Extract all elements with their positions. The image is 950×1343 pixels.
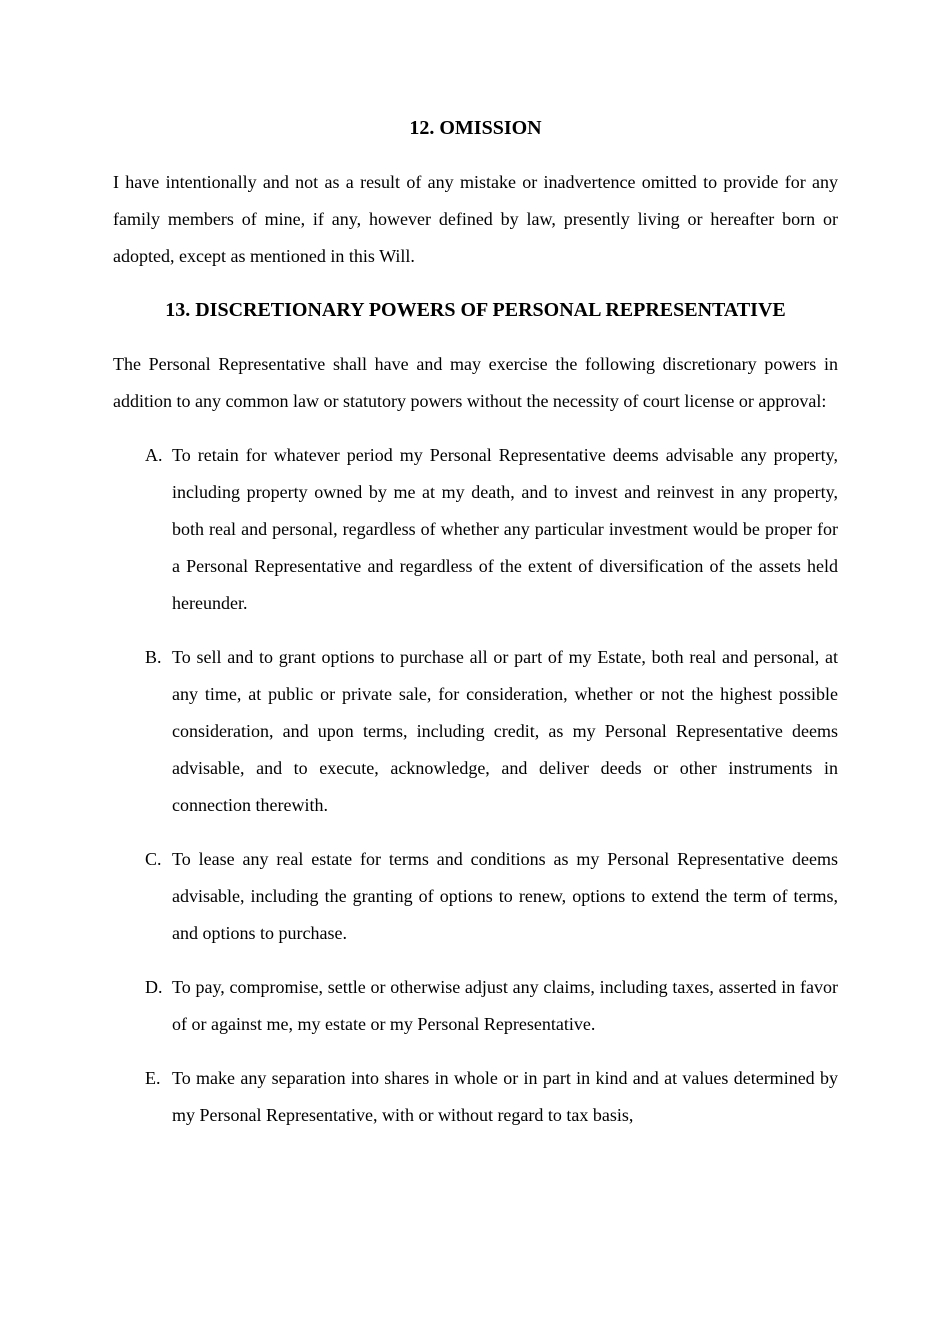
list-item-b-marker: B. <box>145 647 162 667</box>
section-discretionary-powers-heading: 13. DISCRETIONARY POWERS OF PERSONAL REPRESENTATIVE <box>165 299 786 321</box>
list-item-a-text: To retain for whatever period my Personal Representative deems advisable any property, including property owned by me at my death, and to invest and reinvest in any property, both real and personal, regardless of whether any particular investment would be proper for a Personal Representative and regardless of the extent of diversification of the assets held hereunder. <box>172 445 838 613</box>
list-item-d-text: To pay, compromise, settle or otherwise adjust any claims, including taxes, asserted in favor of or against me, my estate or my Personal Representative. <box>172 977 838 1034</box>
list-item-e-text: To make any separation into shares in whole or in part in kind and at values determined by my Personal Representative, with or without regard to tax basis, <box>172 1068 838 1125</box>
list-item-b-text: To sell and to grant options to purchase all or part of my Estate, both real and personal, at any time, at public or private sale, for consideration, whether or not the highest possible consideration, and upon terms, including credit, as my Personal Representative deems advisable, and to execute, acknowledge, and deliver deeds or other instruments in connection therewith. <box>172 647 838 815</box>
list-item-e-marker: E. <box>145 1068 161 1088</box>
list-item-b <box>113 639 838 824</box>
section-discretionary-powers-paragraph: The Personal Representative shall have and may exercise the following discretionary powers in addition to any common law or statutory powers without the necessity of court license or approval: <box>113 354 838 411</box>
list-item-d <box>113 969 838 1043</box>
list-item-a-marker: A. <box>145 445 163 465</box>
section-omission-heading: 12. OMISSION <box>409 117 542 139</box>
list-item-a <box>113 437 838 622</box>
list-item-c-text: To lease any real estate for terms and conditions as my Personal Representative deems advisable, including the granting of options to renew, options to extend the term of terms, and options to purchase. <box>172 849 838 943</box>
list-item-e <box>113 1060 838 1134</box>
list-item-c <box>113 841 838 952</box>
section-omission-paragraph: I have intentionally and not as a result of any mistake or inadvertence omitted to provide for any family members of mine, if any, however defined by law, presently living or hereafter born or adopted, except as mentioned in this Will. <box>113 172 838 266</box>
list-item-d-marker: D. <box>145 977 163 997</box>
list-item-c-marker: C. <box>145 849 162 869</box>
